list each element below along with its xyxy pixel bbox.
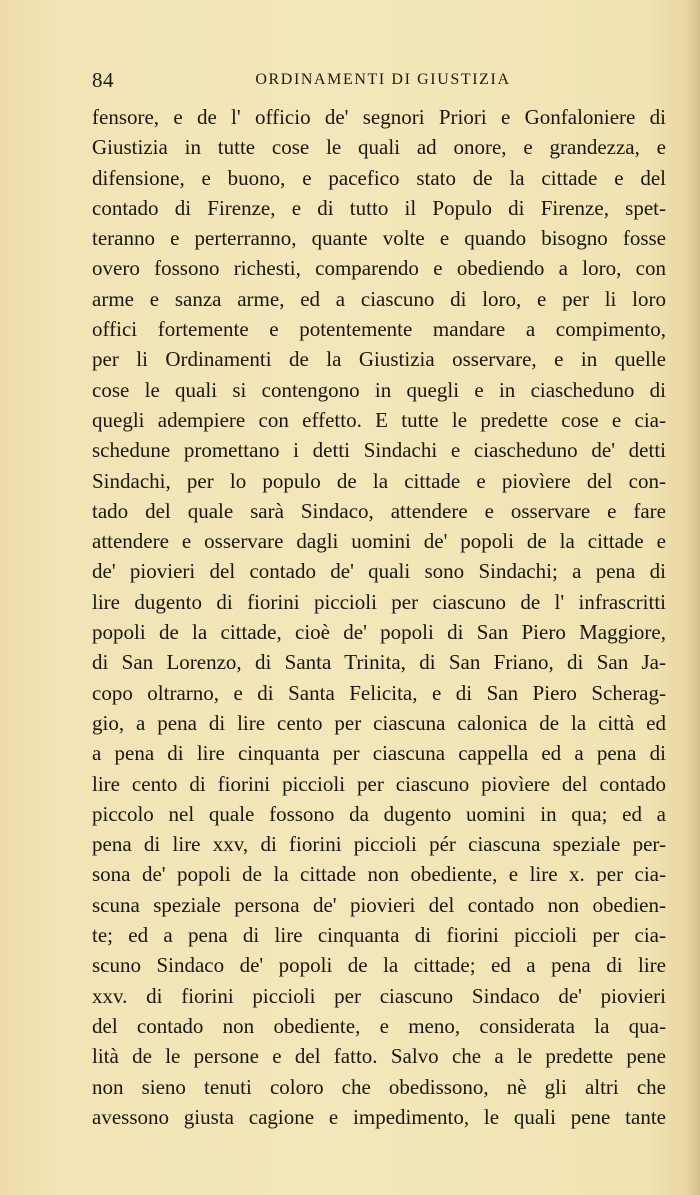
text-line: copo oltrarno, e di Santa Felicita, e di San Piero Scherag-: [92, 680, 666, 705]
text-line: per li Ordinamenti de la Giustizia osservare, e in quelle: [92, 347, 666, 372]
page-header: [92, 68, 666, 96]
body-text: [92, 102, 666, 1132]
text-line: fensore, e de l' officio de' segnori Priori e Gonfaloniere di: [92, 105, 666, 129]
running-title: ORDINAMENTI DI GIUSTIZIA: [255, 71, 511, 88]
page-edge-shadow: [686, 0, 700, 1195]
text-line: a pena di lire cinquanta per ciascuna cappella ed a pena di: [92, 741, 666, 766]
text-line: sona de' popoli de la cittade non obediente, e lire x. per cia-: [92, 862, 666, 887]
text-line: avessono giusta cagione e impedimento, le quali pene tante: [92, 1104, 666, 1129]
text-line: de' piovieri del contado de' quali sono Sindachi; a pena di: [92, 559, 666, 584]
page-number: 84: [92, 68, 114, 92]
text-line: Giustizia in tutte cose le quali ad onore, e grandezza, e: [92, 135, 666, 160]
text-line: schedune promettano i detti Sindachi e ciascheduno de' detti: [92, 438, 666, 463]
text-line: tado del quale sarà Sindaco, attendere e osservare e fare: [92, 498, 666, 523]
text-line: te; ed a pena di lire cinquanta di fiorini piccioli per cia-: [92, 923, 666, 948]
text-line: del contado non obediente, e meno, considerata la qua-: [92, 1013, 666, 1038]
text-line: di San Lorenzo, di Santa Trinita, di San Friano, di San Ja-: [92, 650, 666, 675]
text-line: gio, a pena di lire cento per ciascuna calonica de la città ed: [92, 710, 666, 735]
text-line: difensione, e buono, e pacefico stato de la cittade e del: [92, 165, 666, 190]
text-line: lità de le persone e del fatto. Salvo che a le predette pene: [92, 1044, 666, 1069]
text-line: overo fossono richesti, comparendo e obediendo a loro, con: [92, 256, 666, 281]
text-line: lire cento di fiorini piccioli per ciascuno piovìere del contado: [92, 771, 666, 796]
text-line: pena di lire xxv, di fiorini piccioli pér ciascuna speziale per-: [92, 832, 666, 857]
text-line: piccolo nel quale fossono da dugento uomini in qua; ed a: [92, 801, 666, 826]
text-line: teranno e perterranno, quante volte e quando bisogno fosse: [92, 226, 666, 251]
text-line: contado di Firenze, e di tutto il Populo di Firenze, spet-: [92, 195, 666, 220]
text-line: cose le quali si contengono in quegli e in ciascheduno di: [92, 377, 666, 402]
text-line: scuno Sindaco de' popoli de la cittade; ed a pena di lire: [92, 953, 666, 978]
text-line: non sieno tenuti coloro che obedissono, nè gli altri che: [92, 1074, 666, 1099]
text-line: offici fortemente e potentemente mandare a compimento,: [92, 317, 666, 342]
text-line: popoli de la cittade, cioè de' popoli di San Piero Maggiore,: [92, 620, 666, 645]
text-line: attendere e osservare dagli uomini de' popoli de la cittade e: [92, 529, 666, 554]
text-line: lire dugento di fiorini piccioli per ciascuno de l' infrascritti: [92, 589, 666, 614]
text-line: Sindachi, per lo populo de la cittade e piovìere del con-: [92, 468, 666, 493]
text-line: xxv. di fiorini piccioli per ciascuno Sindaco de' piovieri: [92, 983, 666, 1008]
text-line: arme e sanza arme, ed a ciascuno di loro, e per li loro: [92, 286, 666, 311]
text-line: scuna speziale persona de' piovieri del contado non obedien-: [92, 892, 666, 917]
text-line: quegli adempiere con effetto. E tutte le predette cose e cia-: [92, 407, 666, 432]
